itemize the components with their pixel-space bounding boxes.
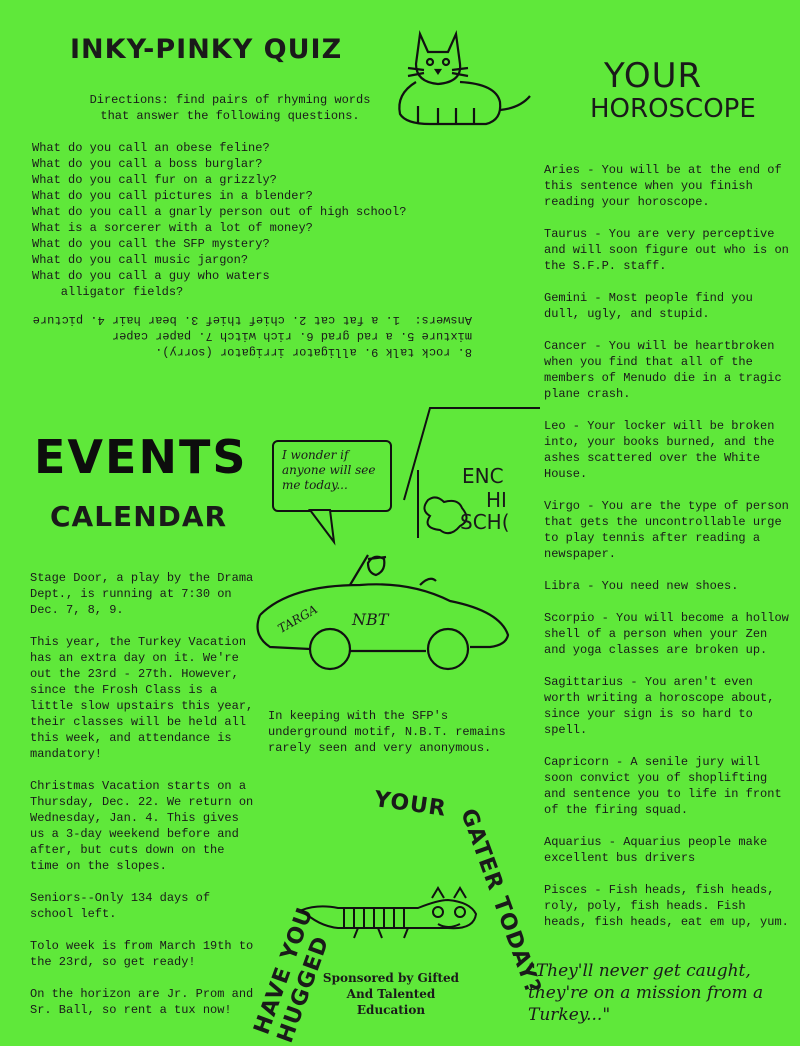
quiz-questions xyxy=(32,140,452,300)
event-item: This year, the Turkey Vacation has an extra day on it. We're out the 23rd - 27th. However, since the Frosh Class is a little slow upstairs this year, their classes will be held all this week, and attendance is mandatory! xyxy=(30,635,254,761)
horoscope-sagittarius: Sagittarius - You aren't even worth writing a horoscope about, since your sign is so hard to spell. xyxy=(544,675,775,737)
event-item: Tolo week is from March 19th to the 23rd, so get ready! xyxy=(30,939,254,969)
horoscope-list xyxy=(544,162,794,946)
quiz-question: What do you call pictures in a blender? xyxy=(32,189,313,203)
quiz-directions-line1: Directions: find pairs of rhyming words xyxy=(89,93,371,107)
handwritten-quote: "They'll never get caught, they're on a mission from a Turkey..." xyxy=(528,961,764,1025)
speech-bubble: I wonder if anyone will see me today... xyxy=(272,440,392,512)
events-subtitle: CALENDAR xyxy=(50,500,228,533)
horoscope-title: HOROSCOPE xyxy=(590,94,756,124)
horoscope-capricorn: Capricorn - A senile jury will soon convict you of shoplifting and sentence you to life in front of the firing squad. xyxy=(544,755,782,817)
cartoon-caption: In keeping with the SFP's underground motif, N.B.T. remains rarely seen and very anonymous. xyxy=(268,709,506,755)
event-item: On the horizon are Jr. Prom and Sr. Ball, so rent a tux now! xyxy=(30,987,254,1017)
quiz-question: What do you call an obese feline? xyxy=(32,141,270,155)
events-title: EVENTS xyxy=(34,430,248,484)
quiz-directions xyxy=(70,92,390,124)
horoscope-taurus: Taurus - You are very perceptive and will soon figure out who is on the S.F.P. staff. xyxy=(544,227,789,273)
bubble-tail xyxy=(300,508,340,548)
sponsor-line2: And Talented xyxy=(346,987,436,1001)
quiz-answers-upside-down xyxy=(32,312,472,360)
horoscope-aquarius: Aquarius - Aquarius people make excellent bus drivers xyxy=(544,835,768,865)
quiz-question: What do you call fur on a grizzly? xyxy=(32,173,277,187)
quiz-question: What do you call a guy who waters xyxy=(32,269,270,283)
quiz-question: What do you call a boss burglar? xyxy=(32,157,263,171)
school-sign-line3: SCH( xyxy=(460,510,510,534)
gater-text-left: HAVE YOU HUGGED xyxy=(249,903,335,1046)
event-item: Seniors--Only 134 days of school left. xyxy=(30,891,211,921)
quiz-question: What is a sorcerer with a lot of money? xyxy=(32,221,313,235)
horoscope-leo: Leo - Your locker will be broken into, your books burned, and the ashes scattered over the White House. xyxy=(544,419,775,481)
alligator-drawing xyxy=(298,880,488,950)
quiz-question: What do you call music jargon? xyxy=(32,253,249,267)
horoscope-libra: Libra - You need new shoes. xyxy=(544,579,739,593)
sponsor-line1: Sponsored by Gifted xyxy=(322,971,460,985)
horoscope-title-your: YOUR xyxy=(604,56,703,96)
horoscope-cancer: Cancer - You will be heartbroken when you find that all of the members of Menudo die in a tragic plane crash. xyxy=(544,339,782,401)
horoscope-aries: Aries - You will be at the end of this sentence when you finish reading your horoscope. xyxy=(544,163,782,209)
school-sign-line1: ENC xyxy=(462,464,504,488)
event-item: Christmas Vacation starts on a Thursday, Dec. 22. We return on Wednesday, Jan. 4. This gives us a 3-day weekend before and after, but cuts down on the time on the slopes. xyxy=(30,779,254,873)
horoscope-scorpio: Scorpio - You will become a hollow shell of a person when your Zen and yoga classes are broken up. xyxy=(544,611,789,657)
quiz-question: alligator fields? xyxy=(32,285,184,299)
cat-drawing xyxy=(390,24,540,134)
events-list xyxy=(30,570,260,1034)
car-text-targa: TARGA xyxy=(275,602,320,636)
quiz-answers-line: mixture 5. a rad grad 6. rich witch 7. paper caper xyxy=(111,329,472,343)
school-sign-line2: HI xyxy=(486,488,507,512)
sponsor-note xyxy=(306,970,476,1018)
gater-text-your: YOUR xyxy=(372,787,449,822)
horoscope-virgo: Virgo - You are the type of person that gets the uncontrollable urge to play tennis after reading a newspaper. xyxy=(544,499,789,561)
quiz-question: What do you call a gnarly person out of high school? xyxy=(32,205,407,219)
quiz-question: What do you call the SFP mystery? xyxy=(32,237,270,251)
quiz-directions-line2: that answer the following questions. xyxy=(100,109,360,123)
quiz-title: INKY-PINKY QUIZ xyxy=(70,34,343,65)
car-text-nbt: NBT xyxy=(352,610,389,629)
event-item: Stage Door, a play by the Drama Dept., is running at 7:30 on Dec. 7, 8, 9. xyxy=(30,571,254,617)
horoscope-gemini: Gemini - Most people find you dull, ugly, and stupid. xyxy=(544,291,753,321)
quiz-answers-line: 8. rock talk 9. alligator irrigator (sorry). xyxy=(155,345,472,359)
gater-text-right: GATER TODAY? xyxy=(455,805,546,998)
horoscope-pisces: Pisces - Fish heads, fish heads, roly, poly, fish heads. Fish heads, fish heads, eat em up, yum. xyxy=(544,883,789,929)
sponsor-line3: Education xyxy=(356,1003,426,1017)
quiz-answers-line: Answers: 1. a fat cat 2. chief thief 3. bear hair 4. picture xyxy=(32,313,472,327)
